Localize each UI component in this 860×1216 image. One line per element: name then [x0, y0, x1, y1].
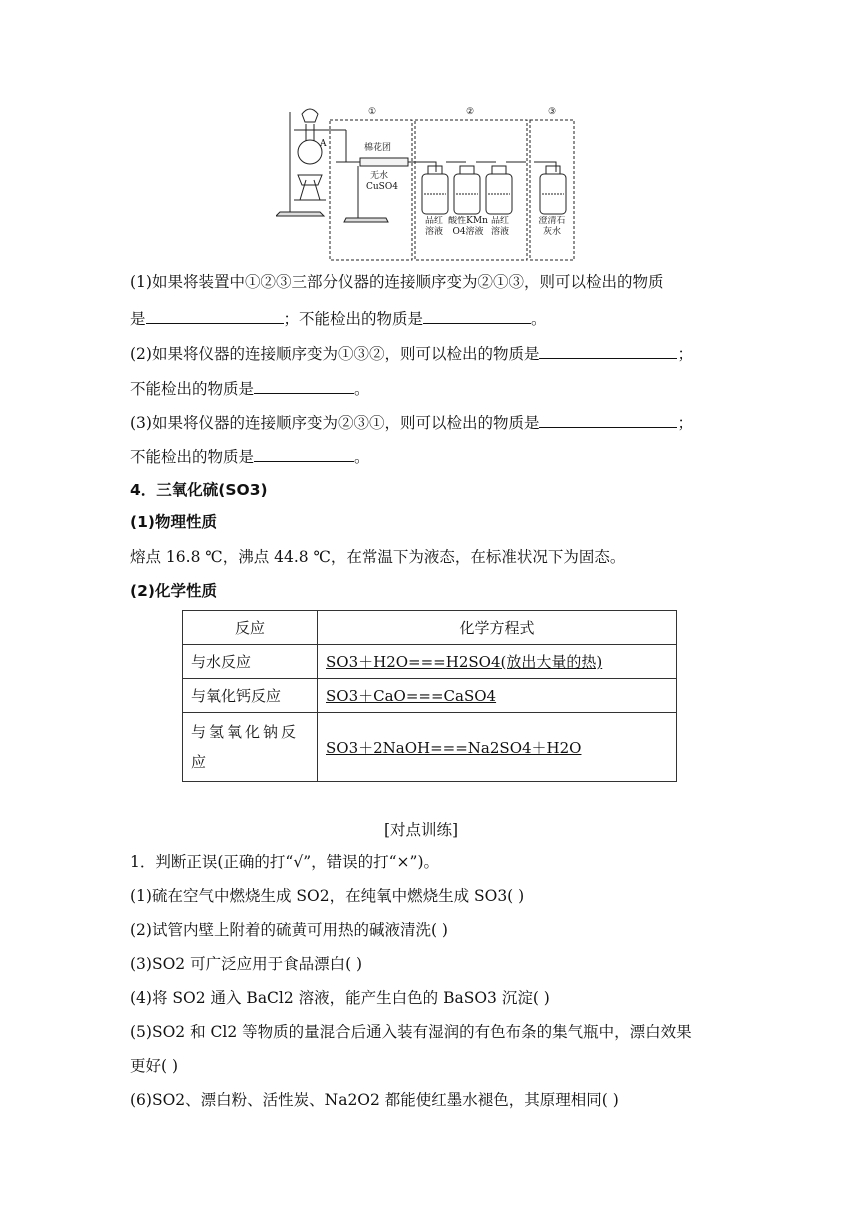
question-2-line-2: [130, 377, 370, 399]
apparatus-diagram: [276, 100, 586, 262]
table-cell: SO3＋2NaOH===Na2SO4＋H2O: [318, 713, 677, 782]
q3-text: (3)如果将仪器的连接顺序变为②③①，则可以检出的物质是: [130, 414, 540, 432]
training-item: (1)硫在空气中燃烧生成 SO2，在纯氧中燃烧生成 SO3( ): [130, 887, 525, 905]
bottle-1: [422, 166, 448, 214]
label-bottle-3: 品红溶液: [490, 216, 509, 237]
q3-end: 。: [354, 448, 370, 466]
answer-blank[interactable]: [539, 411, 677, 428]
answer-blank[interactable]: [254, 445, 354, 462]
physical-properties-text: 熔点 16.8 ℃，沸点 44.8 ℃，在常温下为液态，在标准状况下为固态。: [130, 548, 626, 566]
answer-blank[interactable]: [146, 307, 284, 324]
section-2-label: ②: [466, 107, 475, 117]
section-3-label: ③: [548, 107, 557, 117]
table-row: [183, 645, 677, 679]
training-item: (3)SO2 可广泛应用于食品漂白( ): [130, 955, 363, 973]
question-2-line-1: [130, 342, 693, 364]
section-4-heading: 4．三氧化硫(SO3): [130, 481, 268, 499]
physical-properties-heading: (1)物理性质: [130, 513, 217, 531]
reaction-table: [182, 610, 677, 782]
section-1-label: ①: [368, 107, 377, 117]
table-row: [183, 713, 677, 782]
table-cell: 与氧化钙反应: [183, 679, 318, 713]
q2-end: 。: [354, 380, 370, 398]
answer-blank[interactable]: [539, 342, 677, 359]
q2-text: (2)如果将仪器的连接顺序变为①③②，则可以检出的物质是: [130, 345, 540, 363]
training-item: (5)SO2 和 Cl2 等物质的量混合后通入装有湿润的有色布条的集气瓶中，漂白效果: [130, 1023, 692, 1041]
table-cell: SO3＋H2O===H2SO4(放出大量的热): [318, 645, 677, 679]
label-bottle-1: 品红溶液: [424, 216, 443, 237]
training-item: (2)试管内壁上附着的硫黄可用热的碱液清洗( ): [130, 921, 448, 939]
table-cell: 与水反应: [183, 645, 318, 679]
question-3-line-1: [130, 411, 693, 433]
q1-prefix: 是: [130, 310, 146, 328]
q1-mid: ；不能检出的物质是: [283, 310, 424, 328]
training-item: 更好( ): [130, 1057, 179, 1075]
chemical-properties-heading: (2)化学性质: [130, 582, 217, 600]
table-cell: 与氢氧化钠反应: [183, 713, 318, 782]
label-bottle-2: 酸性KMnO4溶液: [448, 216, 488, 237]
bottle-4: [540, 166, 566, 214]
q2-sep: ；: [677, 345, 693, 363]
bottle-2: [454, 166, 480, 214]
table-header: 化学方程式: [318, 611, 677, 645]
question-3-line-2: [130, 445, 370, 467]
label-cotton: 棉花团: [364, 143, 392, 153]
table-header: 反应: [183, 611, 318, 645]
training-item: (6)SO2、漂白粉、活性炭、Na2O2 都能使红墨水褪色，其原理相同( ): [130, 1091, 619, 1109]
q1-end: 。: [531, 310, 547, 328]
q3-sep: ；: [677, 414, 693, 432]
table-header-row: [183, 611, 677, 645]
label-cuso4: CuSO4: [366, 182, 398, 192]
label-anhydrous: 无水: [370, 171, 389, 181]
training-intro: 1．判断正误(正确的打“√”，错误的打“×”)。: [130, 853, 440, 871]
q2-text2: 不能检出的物质是: [130, 380, 255, 398]
question-1-line-2: [130, 307, 547, 329]
question-1-line-1: (1)如果将装置中①②③三部分仪器的连接顺序变为②①③，则可以检出的物质: [130, 273, 664, 291]
training-title: [对点训练]: [384, 821, 459, 839]
table-cell: SO3＋CaO===CaSO4: [318, 679, 677, 713]
training-item: (4)将 SO2 通入 BaCl2 溶液，能产生白色的 BaSO3 沉淀( ): [130, 989, 550, 1007]
q3-text2: 不能检出的物质是: [130, 448, 255, 466]
answer-blank[interactable]: [254, 377, 354, 394]
table-row: [183, 679, 677, 713]
bottle-3: [486, 166, 512, 214]
answer-blank[interactable]: [423, 307, 531, 324]
label-bottle-4: 澄清石灰水: [538, 216, 566, 237]
label-A: A: [320, 139, 327, 149]
